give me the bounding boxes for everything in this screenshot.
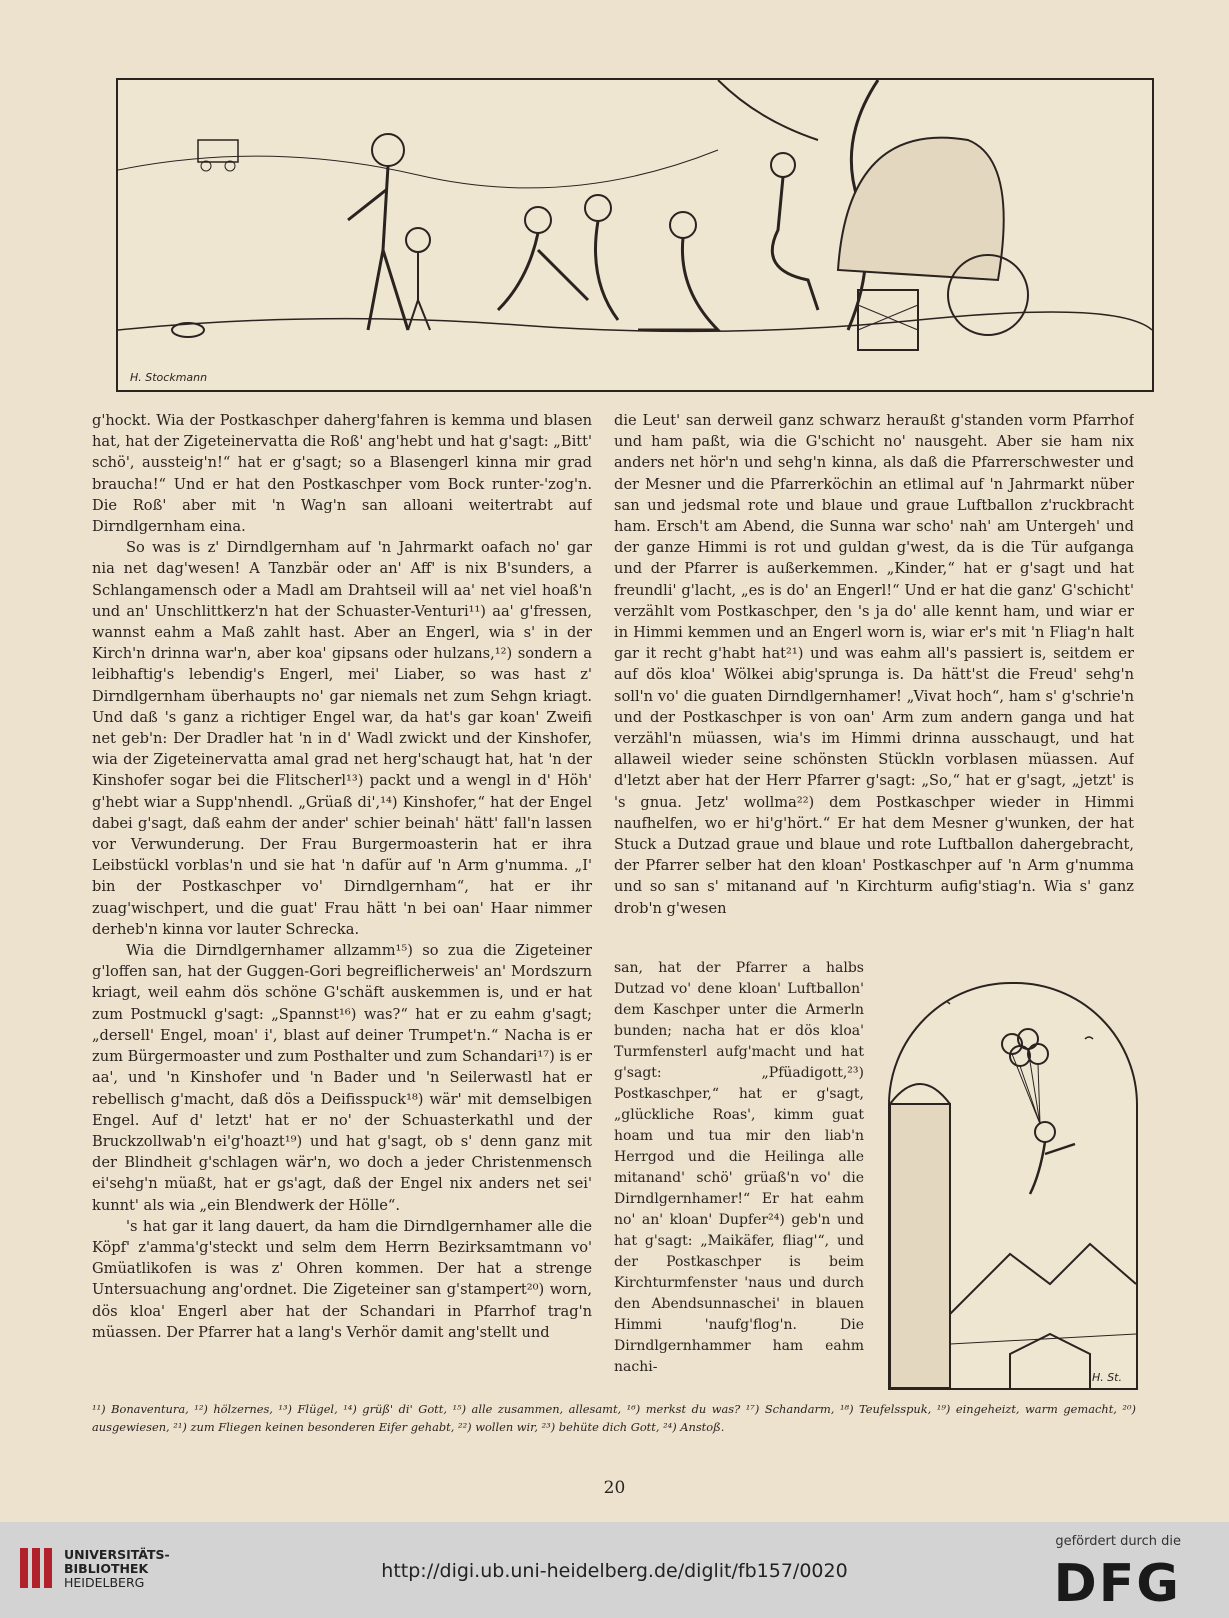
illustration-signature: H. Stockmann	[130, 371, 208, 384]
balloon-illustration	[888, 982, 1138, 1390]
institution-line: UNIVERSITÄTS-	[64, 1547, 170, 1562]
page-number: 20	[603, 1478, 626, 1498]
institution-line: BIBLIOTHEK	[64, 1561, 149, 1576]
institution-line: HEIDELBERG	[64, 1575, 145, 1590]
permalink-url[interactable]: http://digi.ub.uni-heidelberg.de/diglit/fb157/0020	[381, 1560, 848, 1582]
right-text-column	[614, 410, 1134, 958]
paragraph: g'hockt. Wia der Postkaschper daherg'fahren is kemma und blasen hat, hat der Zigeteinervatta die Roß' ang'hebt und hat g'sagt: „Bitt' schö', aussteig'n!“ hat er g'sagt; so a Blasengerl kinna mir grad braucha!“ Und er hat den Postkaschper vom Bock runter-'zog'n. Die Roß' aber mit 'n Wag'n san alloani weitertrabt auf Dirndlgernham eina.	[92, 412, 592, 536]
paragraph: die Leut' san derweil ganz schwarz heraußt g'standen vorm Pfarrhof und ham paßt, wia die G'schicht no' nausgeht. Aber sie ham nix anders net hör'n und sehg'n kinna, als daß die Pfarrerschwester und der Mesner und die Pfarrerköchin an etlimal auf 'n Jahrmarkt nüber san und jedsmal rote und blaue und graue Luftballon z'ruckbracht ham. Ersch't am Abend, die Sunna war scho' nah' am Untergeh' und der ganze Himmi is rot und guldan g'west, da is die Tür aufganga und der Pfarrer is außerkemmen. „Kinder,“ hat er g'sagt und hat freundli' g'lacht, „es is do' an Engerl!“ Und er hat die ganz' G'schicht' verzählt vom Postkaschper, den 's ja do' alle kennt ham, und wiar er in Himmi kemmen und an Engerl worn is, wiar er's mit 'n Fliag'n halt gar it recht g'habt hat²¹) und was eahm all's passiert is, seitdem er auf dös kloa' Wölkei abig'sprunga is. Da hätt'st die Freud' sehg'n soll'n vo' die guaten Dirndlgernhamer! „Vivat hoch“, ham s' g'schrie'n und der Postkaschper is von oan' Arm zum andern ganga und hat verzähl'n müassen, wia's im Himmi drinna ausschaugt, und hat allaweil wieder seine schönsten Stückln vorblasen müassen. Auf d'letzt aber hat der Herr Pfarrer g'sagt: „So,“ hat er g'sagt, „jetzt' is 's gnua. Jetz' wollma²²) dem Postkaschper wieder in Himmi naufhelfen, wo er hi'g'hört.“ Er hat dem Mesner g'wunken, der hat Stuck a Dutzad graue und blaue und rote Luftballon dahergebracht, der Pfarrer selber hat den kloan' Postkaschper auf 'n Arm g'numma und so san s' mitanand auf 'n Kirchturm aufig'stiag'n. Wia s' ganz drob'n g'wesen	[614, 412, 1134, 917]
header-illustration	[116, 78, 1154, 392]
dfg-logo[interactable]: DFG	[1053, 1554, 1181, 1614]
left-text-column	[92, 410, 592, 1385]
small-illustration-signature: H. St.	[1091, 1371, 1122, 1384]
balloon-drawing	[890, 984, 1136, 1388]
viewer-footer	[0, 1522, 1229, 1618]
paragraph: 's hat gar it lang dauert, da ham die Dirndlgernhamer alle die Köpf' z'amma'g'steckt und selm dem Herrn Bezirksamtmann vo' Gmüatlikofen is was z' Ohren kommen. Der hat a strenge Untersuachung ang'ordnet. Die Zigeteiner san g'stampert²⁰) worn, dös kloa' Engerl aber hat der Schandari in Pfarrhof trag'n müassen. Der Pfarrer hat a lang's Verhör damit ang'stellt und	[92, 1217, 592, 1341]
paragraph: san, hat der Pfarrer a halbs Dutzad vo' dene kloan' Luftballon' dem Kaschper unter die Armerln bunden; nacha hat er dös kloa' Turmfensterl aufg'macht und hat g'sagt: „Pfüadigott,²³) Postkaschper,“ hat er g'sagt, „glückliche Roas', kimm guat hoam und tua mir den liab'n Herrgod und die Heilinga alle mitanand' schö' grüaß'n vo' die Dirndlgernhamer!“ Er hat eahm no' an' kloan' Dupfer²⁴) geb'n und hat g'sagt: „Maikäfer, fliag'“, und der Postkaschper is beim Kirchturmfenster 'naus und durch den Abendsunnaschei' in blauen Himmi 'naufg'flog'n. Die Dirndlgernhammer ham eahm nachi-	[614, 960, 864, 1375]
right-narrow-text-column	[614, 958, 864, 1386]
illustration-drawing	[118, 80, 1152, 390]
footnotes: ¹¹) Bonaventura, ¹²) hölzernes, ¹³) Flügel, ¹⁴) grüß' di' Gott, ¹⁵) alle zusammen, allesamt, ¹⁶) merkst du was? ¹⁷) Schandarm, ¹⁸) Teufelsspuk, ¹⁹) eingeheizt, warm gemacht, ²⁰) ausgewiesen, ²¹) zum Fliegen keinen besonderen Eifer gehabt, ²²) wollen wir, ²³) behüte dich Gott, ²⁴) Anstoß.	[92, 1402, 1136, 1434]
paragraph: Wia die Dirndlgernhamer allzamm¹⁵) so zua die Zigeteiner g'loffen san, hat der Guggen-Gori begreiflicherweis' an' Mordszurn kriagt, weil eahm dös schöne G'schäft auskemmen is, und er hat zum Postmuckl g'sagt: „Spannst¹⁶) was?“ hat er zu eahm g'sagt; „dersell' Engel, moan' i', blast auf deiner Trumpet'n.“ Nacha is er zum Bürgermoaster und zum Posthalter und zum Schandari¹⁷) is er aa', und 'n Kinshofer und 'n Bader und 'n Seilerwastl hat er rebellisch g'macht, daß dös a Deifisspuck¹⁸) wär' mit demselbigen Engel. Auf d' letzt' hat er no' der Schuasterkathl und der Bruckzollwab'n ei'g'hoazt¹⁹) und hat g'sagt, ob s' denn ganz mit der Blindheit g'schlagen wär'n, wo doch a jeder Christenmensch ei'sehg'n müaßt, hat er gs'agt, daß der Engel nix anders net sei' kunnt' als wia „ein Blendwerk der Hölle“.	[92, 942, 592, 1214]
paragraph: So was is z' Dirndlgernham auf 'n Jahrmarkt oafach no' gar nia net dag'wesen! A Tanzbär oder an' Aff' is nix B'sunders, a Schlangamensch oder a Madl am Drahtseil will aa' net viel hoaß'n und an' Unschlittkerz'n hat der Schuaster-Venturi¹¹) aa' g'fressen, wannst eahm a Maß zahlt hast. Aber an Engerl, wia s' in der Kirch'n drinna war'n, aber koa' gipsans oder hulzans,¹²) sondern a leibhaftig's lebendig's Engerl, mei' Liaber, so was hast z' Dirndlgernham überhaupts no' gar niemals net zum Sehgn kriagt. Und daß 's ganz a richtiger Engel war, da hat's gar koan' Zweifi net geb'n: Der Dradler hat 'n in d' Wadl zwickt und der Kinshofer, wia der Zigeteinervatta amal grad net herg'schaugt hat, hat 'n der Kinshofer sogar bei die Flitscherl¹³) packt und a wengl in d' Höh' g'hebt wiar a Supp'nhendl. „Grüaß di',¹⁴) Kinshofer,“ hat der Engel dabei g'sagt, daß eahm der ander' schier beinah' hätt' fall'n lassen vor Verwunderung. Der Frau Burgermoasterin hat er ihra Leibstückl vorblas'n und sie hat 'n dafür auf 'n Arm g'numma. „I' bin der Postkaschper vo' Dirndlgernham“, hat er ihr zuag'wischpert, und die guat' Frau hätt 'n bei oan' Haar nimmer derheb'n kinna vor lauter Schrecka.	[92, 539, 592, 938]
funding-label: gefördert durch die	[1055, 1534, 1181, 1549]
